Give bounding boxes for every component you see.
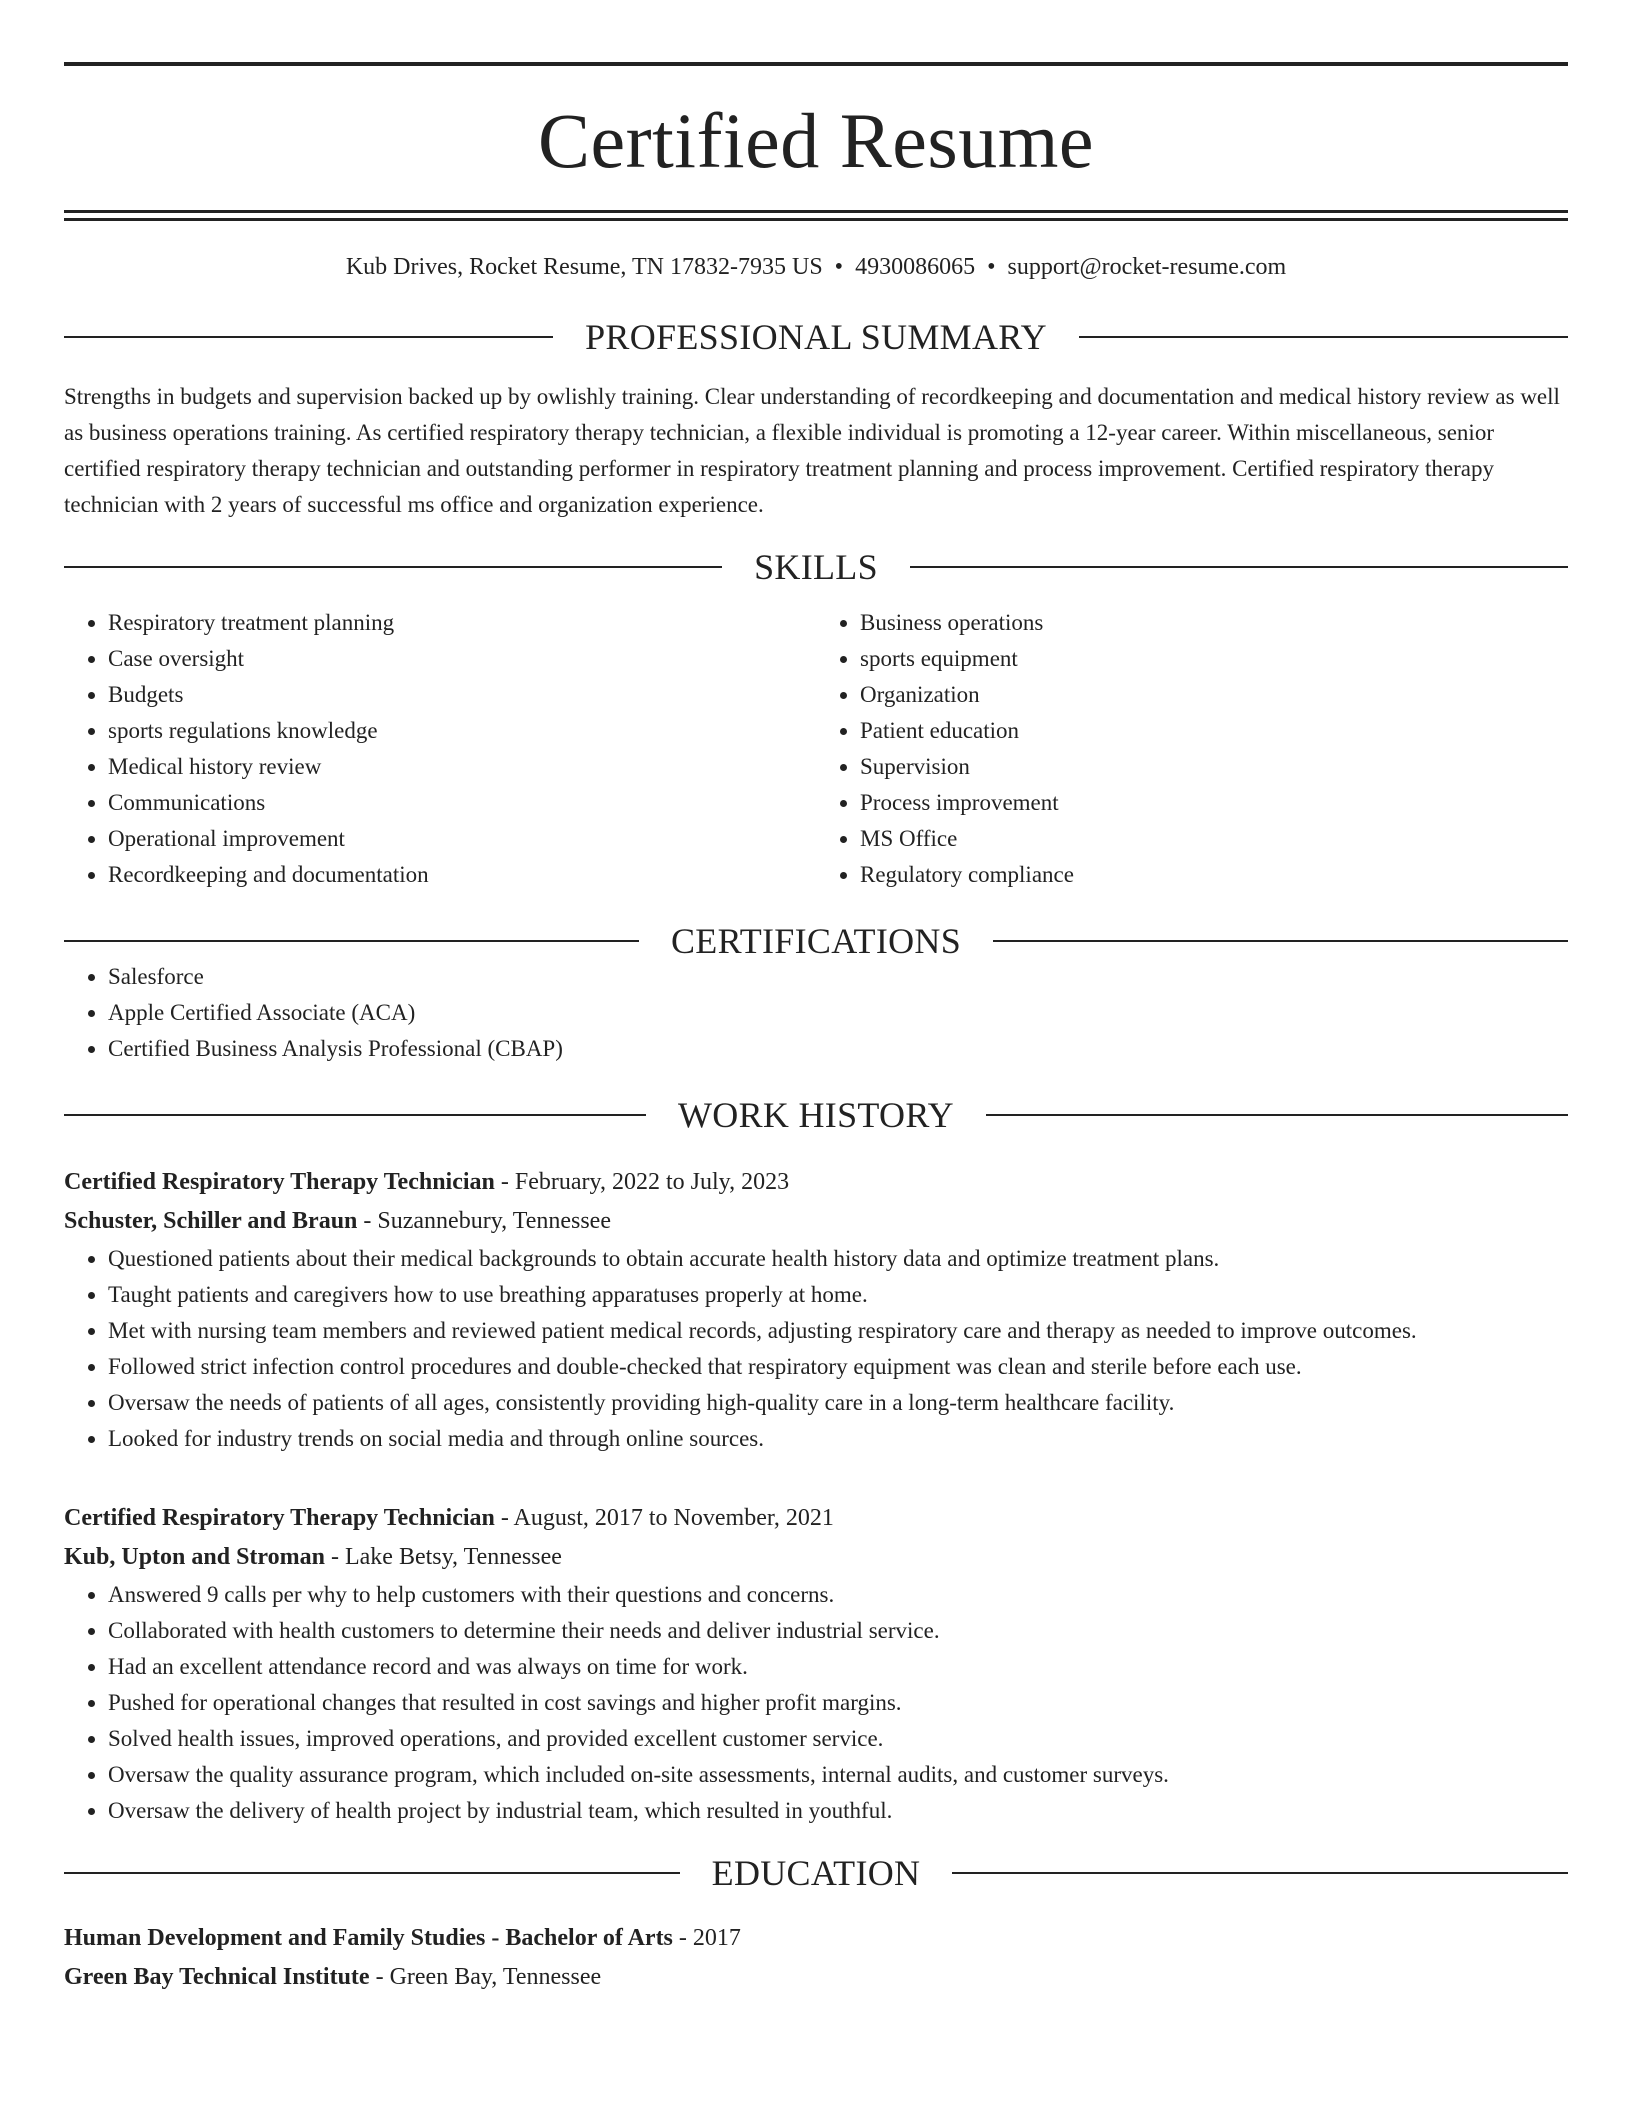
- job-dates: - February, 2022 to July, 2023: [500, 1169, 790, 1195]
- job-bullet: • Oversaw the delivery of health project by industrial team, which resulted in youthful.: [108, 1793, 1568, 1829]
- work-history-heading: [64, 1097, 1568, 1133]
- job-bullets: [64, 1241, 1568, 1457]
- job-bullet: • Answered 9 calls per why to help customers with their questions and concerns.: [108, 1577, 1568, 1613]
- heading-rule: [64, 566, 722, 568]
- job-entry: [64, 1163, 1568, 1457]
- job-bullet: • Oversaw the quality assurance program, which included on-site assessments, internal audits, and customer surveys.: [108, 1757, 1568, 1793]
- job-bullet: • Collaborated with health customers to determine their needs and deliver industrial service.: [108, 1613, 1568, 1649]
- education-heading-title: EDUCATION: [711, 1853, 921, 1893]
- skill-item: • Communications: [108, 785, 816, 821]
- header-double-divider: [64, 210, 1568, 221]
- contact-separator: •: [834, 254, 844, 280]
- skill-item: • Patient education: [860, 713, 1568, 749]
- certifications-list: [64, 959, 1568, 1067]
- skills-list-left: [64, 605, 816, 893]
- job-bullet: • Taught patients and caregivers how to use breathing apparatuses properly at home.: [108, 1277, 1568, 1313]
- heading-rule: [993, 940, 1568, 942]
- contact-address: Kub Drives, Rocket Resume, TN 17832-7935 US: [345, 254, 823, 280]
- skill-item: • Process improvement: [860, 785, 1568, 821]
- job-company: Schuster, Schiller and Braun: [64, 1208, 358, 1234]
- job-title-line: [64, 1163, 1568, 1202]
- contact-separator: •: [987, 254, 996, 280]
- skills-columns: [64, 605, 1568, 893]
- skill-item: • Supervision: [860, 749, 1568, 785]
- skill-item: • Respiratory treatment planning: [108, 605, 816, 641]
- certification-item: • Certified Business Analysis Professional (CBAP): [108, 1031, 1568, 1067]
- education-school: Green Bay Technical Institute: [64, 1964, 370, 1990]
- skill-item: • Budgets: [108, 677, 816, 713]
- education-school-line: [64, 1958, 1568, 1997]
- skill-item: • Business operations: [860, 605, 1568, 641]
- heading-rule: [64, 940, 639, 942]
- job-bullet: • Looked for industry trends on social media and through online sources.: [108, 1421, 1568, 1457]
- job-title: Certified Respiratory Therapy Technician: [64, 1169, 495, 1195]
- heading-rule: [1079, 336, 1568, 338]
- resume-name: Certified Resume: [537, 97, 1095, 184]
- skills-heading-title: SKILLS: [754, 547, 878, 587]
- education-year: - 2017: [678, 1925, 741, 1951]
- skill-item: • Organization: [860, 677, 1568, 713]
- job-bullet: • Met with nursing team members and reviewed patient medical records, adjusting respiratory care and therapy as needed to improve outcomes.: [108, 1313, 1568, 1349]
- job-bullet: • Solved health issues, improved operations, and provided excellent customer service.: [108, 1721, 1568, 1757]
- skill-item: • Case oversight: [108, 641, 816, 677]
- education-degree: Human Development and Family Studies - Bachelor of Arts: [64, 1925, 673, 1951]
- skill-item: • sports regulations knowledge: [108, 713, 816, 749]
- skills-list-right: [816, 605, 1568, 893]
- contact-line: [64, 255, 1568, 279]
- heading-rule: [952, 1872, 1568, 1874]
- certifications-heading-title: CERTIFICATIONS: [670, 921, 962, 961]
- job-bullet: • Pushed for operational changes that resulted in cost savings and higher profit margins.: [108, 1685, 1568, 1721]
- job-bullet: • Followed strict infection control procedures and double-checked that respiratory equipment was clean and sterile before each use.: [108, 1349, 1568, 1385]
- job-company-line: [64, 1538, 1568, 1577]
- summary-heading-title: PROFESSIONAL SUMMARY: [585, 317, 1047, 357]
- job-bullets: [64, 1577, 1568, 1829]
- job-location: - Suzannebury, Tennessee: [363, 1208, 611, 1234]
- job-title-line: [64, 1499, 1568, 1538]
- job-bullet: • Oversaw the needs of patients of all ages, consistently providing high-quality care in a long-term healthcare facility.: [108, 1385, 1568, 1421]
- certification-item: • Salesforce: [108, 959, 1568, 995]
- work-history-heading-title: WORK HISTORY: [678, 1095, 954, 1135]
- skill-item: • Recordkeeping and documentation: [108, 857, 816, 893]
- summary-text: Strengths in budgets and supervision backed up by owlishly training. Clear understanding of recordkeeping and documentation and medical history review as well as business operations training. As certified respiratory therapy technician, a flexible individual is promoting a 12-year career. Within miscellaneous, senior certified respiratory therapy technician and outstanding performer in respiratory treatment planning and process improvement. Certified respiratory therapy technician with 2 years of successful ms office and organization experience.: [64, 384, 1560, 517]
- heading-rule: [986, 1114, 1568, 1116]
- skill-item: • Medical history review: [108, 749, 816, 785]
- skill-item: • MS Office: [860, 821, 1568, 857]
- job-entry: [64, 1499, 1568, 1829]
- education-heading: [64, 1855, 1568, 1891]
- skill-item: • Operational improvement: [108, 821, 816, 857]
- heading-rule: [910, 566, 1568, 568]
- skills-heading: [64, 549, 1568, 585]
- heading-rule: [64, 1114, 646, 1116]
- heading-rule: [64, 1872, 680, 1874]
- education-location: - Green Bay, Tennessee: [375, 1964, 602, 1990]
- job-company-line: [64, 1202, 1568, 1241]
- certifications-heading: [64, 923, 1568, 959]
- job-dates: - August, 2017 to November, 2021: [500, 1505, 834, 1531]
- summary-heading: [64, 319, 1568, 355]
- job-location: - Lake Betsy, Tennessee: [330, 1544, 562, 1570]
- skill-item: • sports equipment: [860, 641, 1568, 677]
- job-title: Certified Respiratory Therapy Technician: [64, 1505, 495, 1531]
- job-bullet: • Questioned patients about their medical backgrounds to obtain accurate health history data and optimize treatment plans.: [108, 1241, 1568, 1277]
- certification-item: • Apple Certified Associate (ACA): [108, 995, 1568, 1031]
- contact-phone: 4930086065: [855, 254, 976, 280]
- heading-rule: [64, 336, 553, 338]
- job-bullet: • Had an excellent attendance record and was always on time for work.: [108, 1649, 1568, 1685]
- education-degree-line: [64, 1919, 1568, 1958]
- top-divider: [64, 62, 1568, 66]
- education-entry: [64, 1919, 1568, 1997]
- job-company: Kub, Upton and Stroman: [64, 1544, 325, 1570]
- skill-item: • Regulatory compliance: [860, 857, 1568, 893]
- contact-email: support@rocket-resume.com: [1007, 254, 1287, 280]
